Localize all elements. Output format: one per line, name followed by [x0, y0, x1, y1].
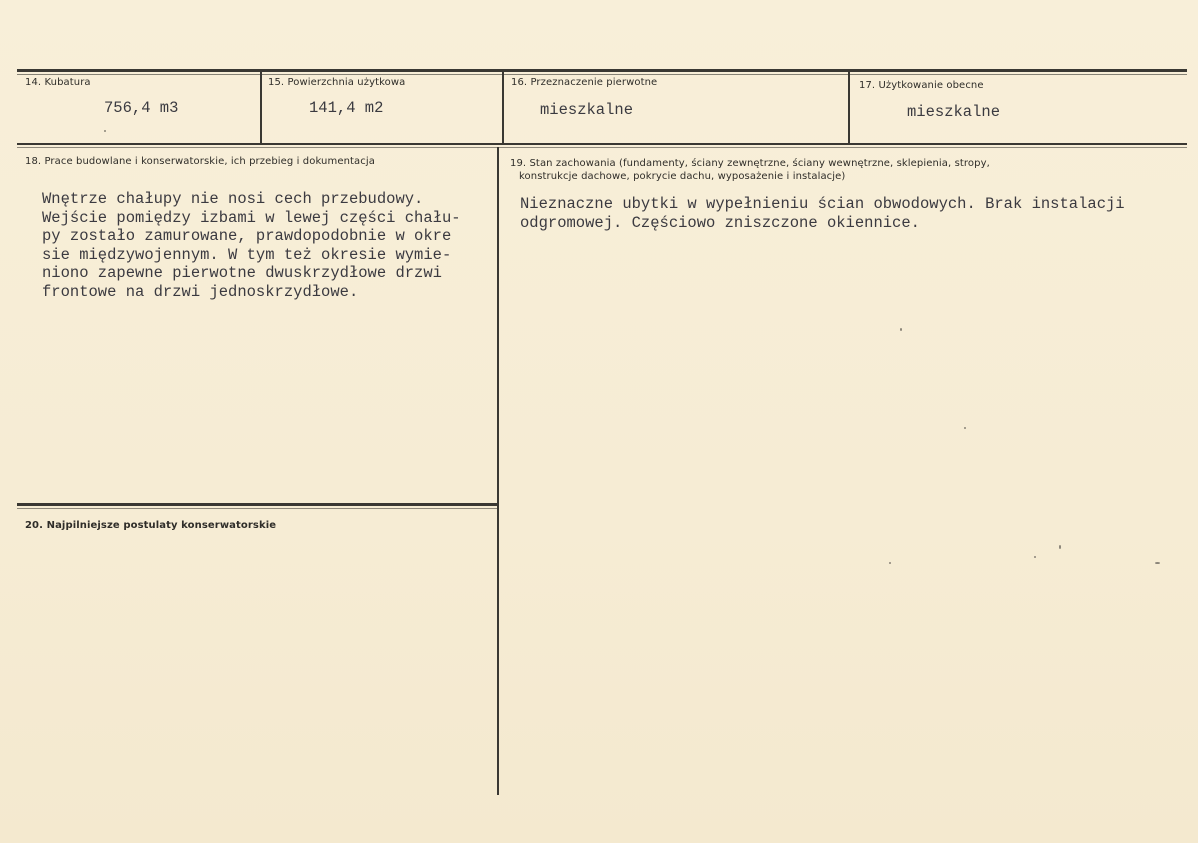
divider-16-17: [848, 72, 850, 143]
middle-rule: [17, 143, 1187, 145]
field-19-label-cont: konstrukcje dachowe, pokrycie dachu, wyposażenie i instalacje): [519, 171, 846, 182]
field-20-label: 20. Najpilniejsze postulaty konserwatorskie: [25, 520, 277, 531]
field-14-label: 14. Kubatura: [25, 77, 91, 88]
top-rule-thin: [17, 74, 1187, 75]
section-20-rule-thin: [17, 508, 497, 509]
field-16-value: mieszkalne: [540, 101, 634, 119]
paper-speck: [1059, 545, 1061, 549]
field-14-value: 756,4 m3: [104, 99, 179, 117]
field-19-line: Nieznaczne ubytki w wypełnieniu ścian obwodowych. Brak instalacji: [520, 195, 1125, 213]
middle-rule-thin: [17, 147, 1187, 148]
section-20-rule: [17, 503, 497, 506]
divider-18-19: [497, 147, 499, 795]
paper-speck: [1034, 556, 1036, 558]
divider-15-16: [502, 72, 504, 143]
field-17-value: mieszkalne: [907, 103, 1001, 121]
paper-speck: [900, 328, 902, 331]
paper-speck: [1155, 562, 1160, 564]
paper-speck: [889, 562, 891, 564]
field-18-line: sie międzywojennym. W tym też okresie wymie-: [42, 245, 452, 264]
field-19-line: odgromowej. Częściowo zniszczone okiennice.: [520, 213, 920, 232]
field-17-label: 17. Użytkowanie obecne: [859, 80, 984, 91]
field-18-line: frontowe na drzwi jednoskrzydłowe.: [42, 282, 359, 301]
field-19-label: 19. Stan zachowania (fundamenty, ściany zewnętrzne, ściany wewnętrzne, sklepienia, stropy,: [510, 158, 990, 169]
paper-speck: [964, 427, 966, 429]
field-18-line: Wnętrze chałupy nie nosi cech przebudowy.: [42, 190, 424, 208]
top-rule: [17, 69, 1187, 72]
field-18-label: 18. Prace budowlane i konserwatorskie, ich przebieg i dokumentacja: [25, 156, 375, 167]
divider-14-15: [260, 72, 262, 143]
paper-speck: [104, 130, 106, 132]
field-18-line: py zostało zamurowane, prawdopodobnie w okre: [42, 227, 452, 245]
field-15-value: 141,4 m2: [309, 99, 384, 117]
field-16-label: 16. Przeznaczenie pierwotne: [511, 77, 658, 88]
field-18-line: Wejście pomiędzy izbami w lewej części chału-: [42, 208, 461, 227]
field-18-line: niono zapewne pierwotne dwuskrzydłowe drzwi: [42, 264, 442, 282]
field-15-label: 15. Powierzchnia użytkowa: [268, 77, 406, 88]
